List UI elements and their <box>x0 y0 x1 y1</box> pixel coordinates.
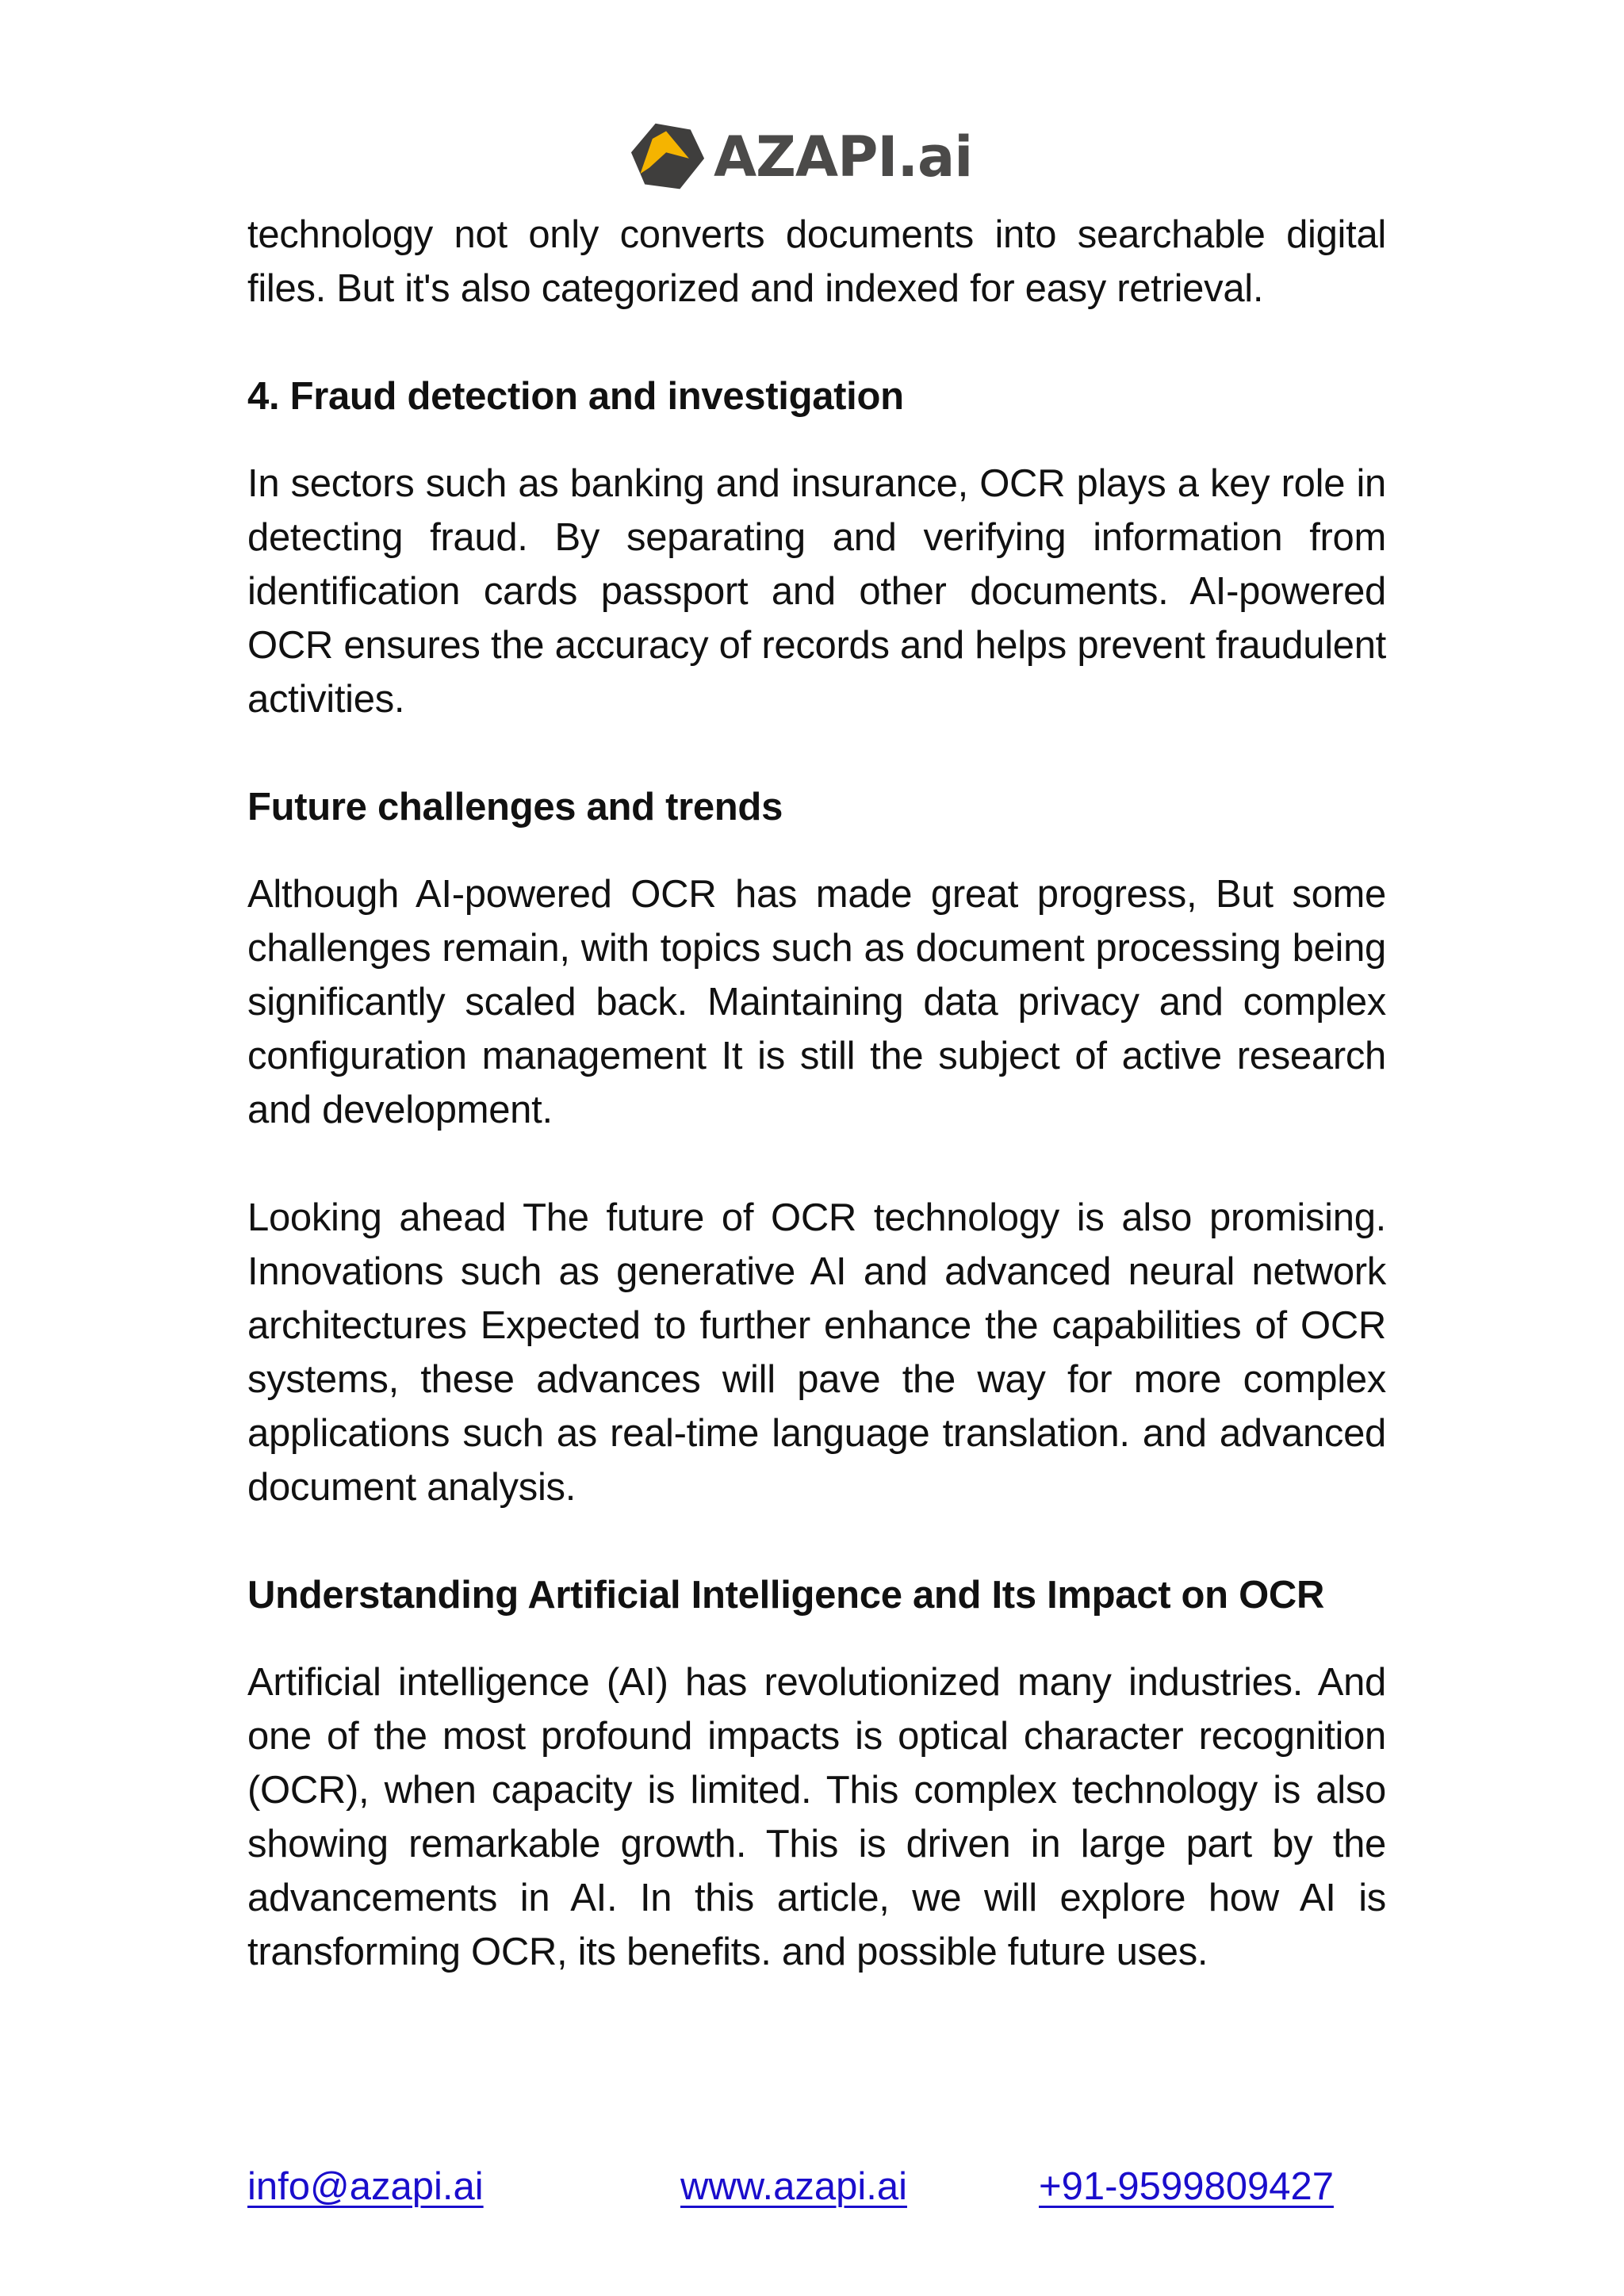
paragraph-looking-ahead: Looking ahead The future of OCR technology is also promising. Innovations such as generative AI and advanced neural network architectures Expected to further enhance the capabilities of OCR systems, these advances will pave the way for more complex applications such as real-time language translation. and advanced document analysis. <box>247 1196 1386 1509</box>
footer-email-link[interactable]: info@azapi.ai <box>247 2165 484 2208</box>
paragraph-fraud-detection: In sectors such as banking and insurance, OCR plays a key role in detecting fraud. By separating and verifying information from identification cards passport and other documents. AI-powered OCR ensures the accuracy of records and helps prevent fraudulent activities. <box>247 462 1386 721</box>
paragraph-understanding-ai: Artificial intelligence (AI) has revolutionized many industries. And one of the most profound impacts is optical character recognition (OCR), when capacity is limited. This complex technology is also showing remarkable growth. This is driven in large part by the advancements in AI. In this article, we will explore how AI is transforming OCR, its benefits. and possible future uses. <box>247 1661 1386 1973</box>
paragraph-future-challenges: Although AI-powered OCR has made great progress, But some challenges remain, with topics such as document processing being significantly scaled back. Maintaining data privacy and complex configuration management It is still the subject of active research and development. <box>247 873 1386 1131</box>
brand-name: AZAPI.ai <box>714 124 973 189</box>
footer-website-link[interactable]: www.azapi.ai <box>680 2165 907 2208</box>
azapi-gem-icon <box>630 119 706 195</box>
heading-future-challenges: Future challenges and trends <box>247 786 783 828</box>
footer-contacts <box>0 2160 1624 2214</box>
brand-logo <box>630 119 972 195</box>
footer-phone-link[interactable]: +91-9599809427 <box>1039 2165 1334 2208</box>
heading-understanding-ai: Understanding Artificial Intelligence and Its Impact on OCR <box>247 1574 1325 1617</box>
intro-paragraph: technology not only converts documents into searchable digital files. But it's also categorized and indexed for easy retrieval. <box>247 213 1386 310</box>
document-body <box>247 208 1386 1979</box>
heading-fraud-detection: 4. Fraud detection and investigation <box>247 375 904 418</box>
